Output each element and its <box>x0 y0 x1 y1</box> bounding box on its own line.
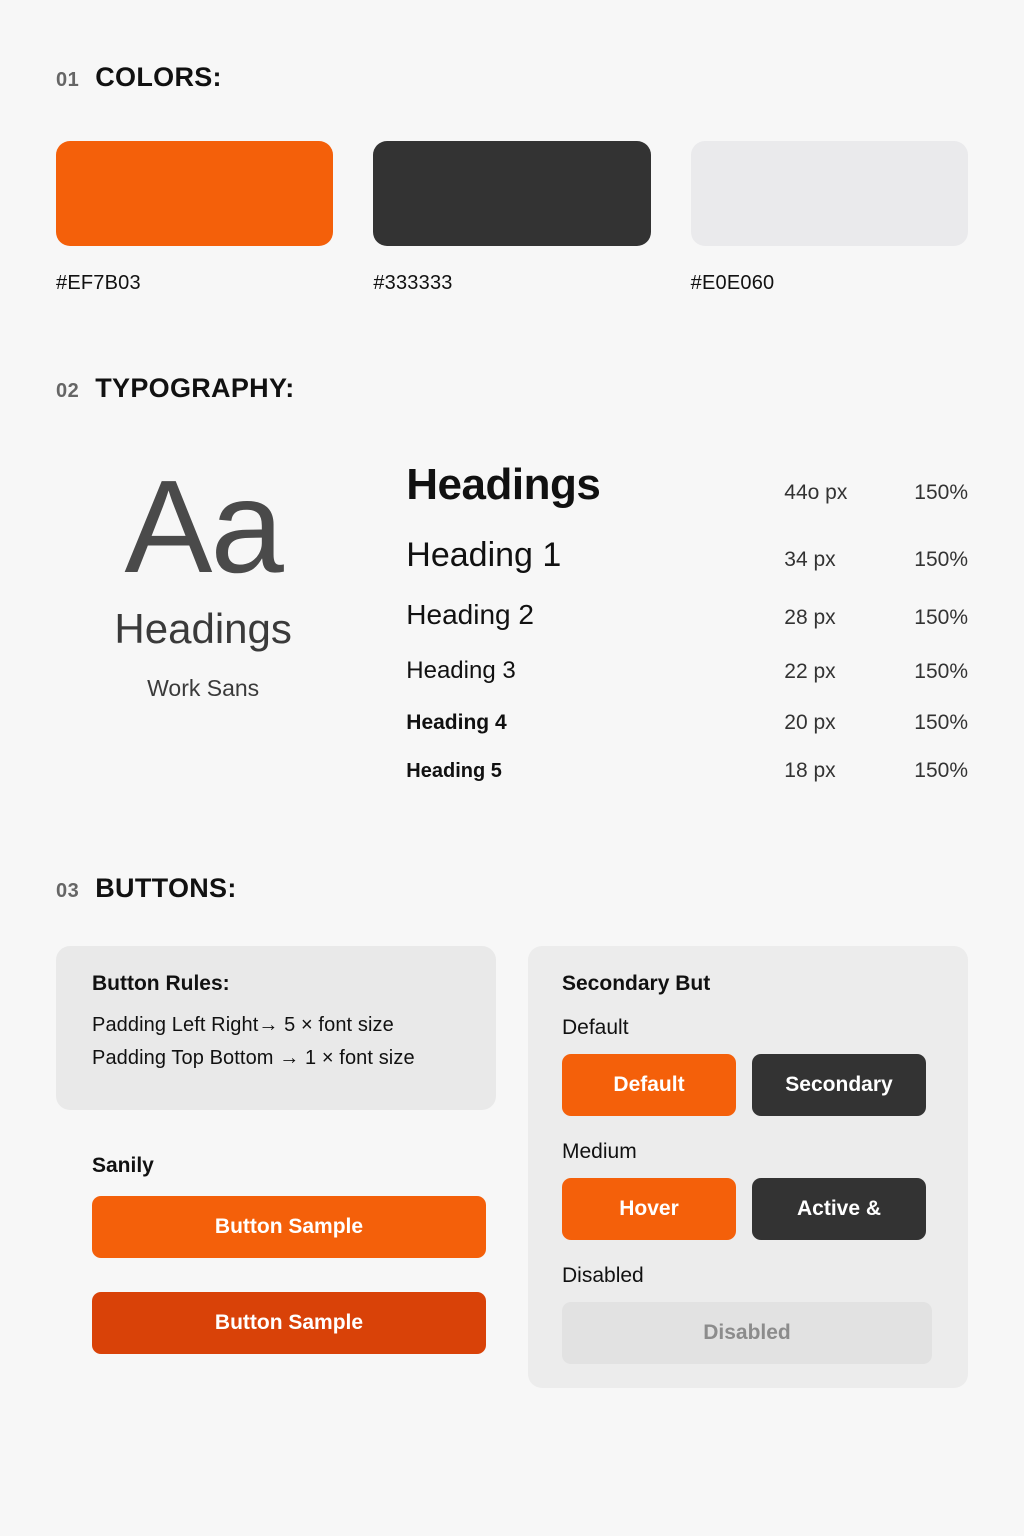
type-sample: Heading 2 <box>406 599 534 630</box>
section-number: 01 <box>56 69 80 91</box>
color-swatch-item <box>56 141 333 295</box>
type-sample: Heading 3 <box>406 657 516 684</box>
color-swatch-item <box>373 141 650 295</box>
type-sample: Heading 1 <box>406 536 562 574</box>
color-swatch-light <box>691 141 968 246</box>
secondary-buttons-card <box>528 946 968 1388</box>
type-line-height: 150% <box>914 606 968 629</box>
sanily-label: Sanily <box>92 1154 154 1177</box>
button-secondary[interactable]: Secondary <box>752 1054 926 1116</box>
color-hex-label: #EF7B03 <box>56 272 141 294</box>
button-active[interactable]: Active & <box>752 1178 926 1240</box>
type-scale-row <box>406 460 968 510</box>
type-sample: Heading 5 <box>406 760 502 782</box>
state-label-medium: Medium <box>562 1140 637 1163</box>
button-rules-column <box>56 946 496 1388</box>
font-specimen-usage: Headings <box>114 604 292 652</box>
button-rules-title: Button Rules: <box>92 972 230 995</box>
type-sample: Heading 4 <box>406 711 507 734</box>
type-size: 34 px <box>784 548 836 571</box>
type-scale-row <box>406 759 968 783</box>
type-size: 44o px <box>784 481 848 504</box>
button-rule-padding-horizontal: Padding Left Right→ 5 × font size <box>92 1014 394 1036</box>
button-sample-pressed[interactable]: Button Sample <box>92 1292 486 1354</box>
button-sample-default[interactable]: Button Sample <box>92 1196 486 1258</box>
section-title: COLORS: <box>95 62 222 92</box>
type-scale-row <box>406 711 968 735</box>
section-title: TYPOGRAPHY: <box>95 373 295 403</box>
section-title: BUTTONS: <box>95 873 237 903</box>
colors-section <box>56 0 968 295</box>
buttons-body <box>56 946 968 1388</box>
section-number: 02 <box>56 380 80 402</box>
button-default[interactable]: Default <box>562 1054 736 1116</box>
colors-section-header <box>56 62 968 93</box>
secondary-buttons-title: Secondary But <box>562 972 711 995</box>
buttons-section-header <box>56 873 968 904</box>
color-hex-label: #333333 <box>373 272 453 294</box>
type-size: 20 px <box>784 711 836 734</box>
color-hex-label: #E0E060 <box>690 272 775 294</box>
button-state-group-default <box>562 1016 938 1116</box>
color-swatch-row <box>56 141 968 295</box>
type-line-height: 150% <box>914 759 968 782</box>
state-label-disabled: Disabled <box>562 1264 644 1287</box>
button-pair-medium <box>562 1178 938 1240</box>
button-rule-padding-vertical: Padding Top Bottom → 1 × font size <box>92 1047 415 1069</box>
typography-section <box>56 373 968 801</box>
type-sample: Headings <box>406 460 601 509</box>
font-specimen-glyphs: Aa <box>124 453 282 600</box>
type-line-height: 150% <box>914 660 968 683</box>
typography-body <box>56 450 968 801</box>
button-pair-disabled <box>562 1302 938 1364</box>
type-size: 18 px <box>784 759 836 782</box>
type-size: 22 px <box>784 660 836 683</box>
type-scale-row <box>406 657 968 685</box>
button-disabled: Disabled <box>562 1302 932 1364</box>
state-label-default: Default <box>562 1016 629 1039</box>
section-number: 03 <box>56 880 80 902</box>
color-swatch-dark <box>373 141 650 246</box>
buttons-section <box>56 873 968 1388</box>
button-state-group-disabled <box>562 1264 938 1364</box>
typography-section-header <box>56 373 968 404</box>
type-scale-row <box>406 536 968 575</box>
type-line-height: 150% <box>914 711 968 734</box>
button-rules-card <box>56 946 496 1110</box>
type-size: 28 px <box>784 606 836 629</box>
type-line-height: 150% <box>914 481 968 504</box>
type-line-height: 150% <box>914 548 968 571</box>
type-scale-row <box>406 599 968 631</box>
button-state-group-medium <box>562 1140 938 1240</box>
button-hover[interactable]: Hover <box>562 1178 736 1240</box>
color-swatch-primary <box>56 141 333 246</box>
font-specimen-family: Work Sans <box>147 674 260 701</box>
font-specimen <box>56 450 350 801</box>
type-scale-table <box>350 450 968 801</box>
color-swatch-item <box>691 141 968 295</box>
button-pair-default <box>562 1054 938 1116</box>
